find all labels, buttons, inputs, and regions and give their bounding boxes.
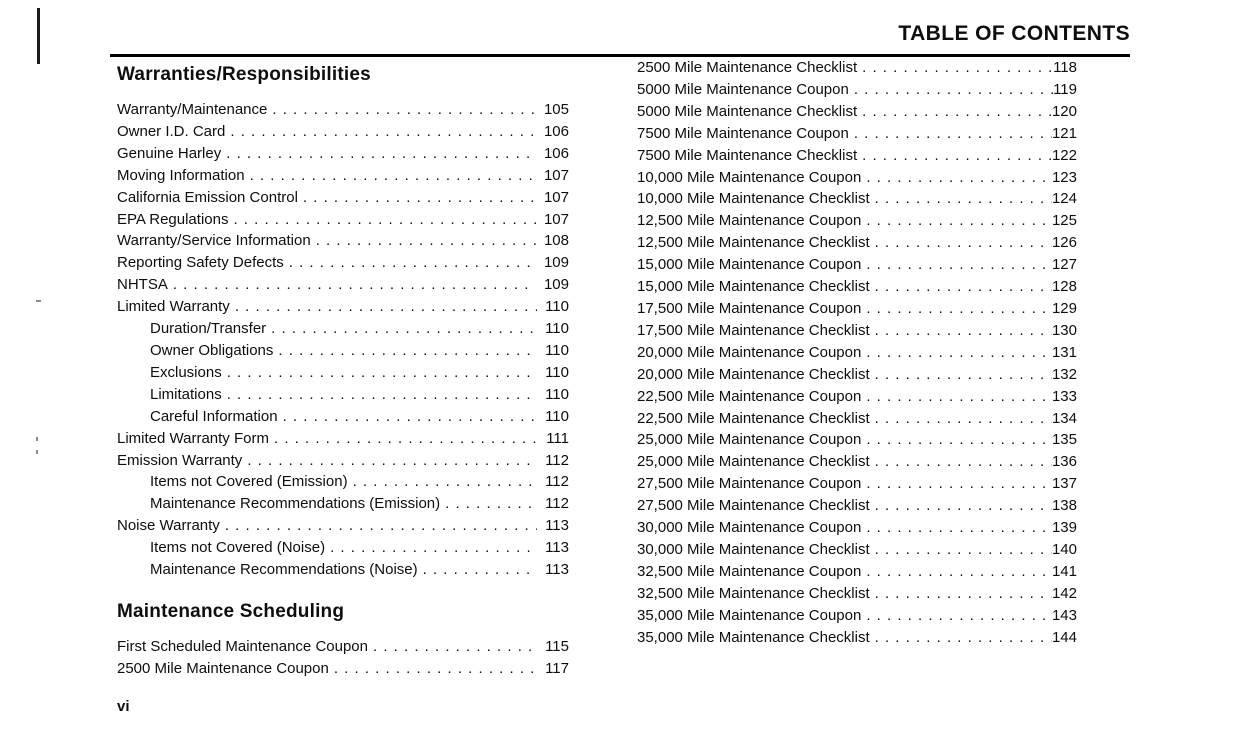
toc-entry-title: 32,500 Mile Maintenance Coupon	[637, 562, 862, 580]
toc-entry-page: 113	[545, 539, 569, 557]
toc-entry-page: 110	[545, 407, 569, 425]
toc-entry-title: Items not Covered (Emission)	[150, 473, 348, 491]
toc-entry-title: Emission Warranty	[117, 451, 243, 469]
toc-entry-page: 129	[1051, 299, 1077, 317]
toc-entry-page: 110	[545, 385, 569, 403]
toc-entry-page: 122	[1051, 146, 1077, 164]
dot-leader	[233, 209, 536, 231]
toc-entry-page: 115	[545, 637, 569, 655]
section-heading: Maintenance Scheduling	[117, 600, 345, 622]
toc-entry	[637, 254, 1077, 276]
toc-entry	[117, 428, 569, 450]
scan-tick	[36, 450, 38, 454]
toc-entry	[117, 384, 569, 406]
toc-entry	[117, 493, 569, 515]
dot-leader	[866, 210, 1052, 232]
toc-entry	[637, 495, 1077, 517]
section-heading: Warranties/Responsibilities	[117, 64, 371, 85]
toc-entry	[637, 473, 1077, 495]
toc-entry-title: Owner I.D. Card	[117, 122, 226, 140]
toc-entry-page: 130	[1051, 321, 1077, 339]
dot-leader	[373, 636, 537, 658]
dot-leader	[173, 274, 536, 296]
toc-entry	[117, 318, 569, 340]
toc-entry	[117, 362, 569, 384]
dot-leader	[875, 627, 1052, 649]
dot-leader	[225, 515, 537, 537]
toc-entry-title: 17,500 Mile Maintenance Checklist	[637, 321, 870, 339]
toc-entry-title: 12,500 Mile Maintenance Checklist	[637, 234, 870, 252]
dot-leader	[875, 364, 1052, 386]
toc-entry	[637, 539, 1077, 561]
toc-entry-title: 2500 Mile Maintenance Coupon	[117, 659, 329, 677]
dot-leader	[866, 386, 1052, 408]
toc-entry	[637, 79, 1077, 101]
toc-entry	[637, 276, 1077, 298]
toc-entry-page: 105	[543, 101, 569, 118]
toc-entry-page: 106	[543, 144, 569, 162]
toc-entry-page: 111	[546, 429, 569, 447]
toc-entry	[637, 210, 1077, 232]
scan-tick	[36, 437, 38, 441]
toc-entry-page: 123	[1051, 168, 1077, 186]
toc-entry	[117, 274, 569, 296]
dot-leader	[875, 188, 1052, 210]
toc-entry-title: Noise Warranty	[117, 517, 220, 535]
toc-entry	[117, 143, 569, 165]
toc-entry	[117, 340, 569, 362]
dot-leader	[250, 165, 536, 187]
dot-leader	[854, 79, 1053, 101]
toc-entry	[117, 636, 569, 658]
toc-entry-title: 7500 Mile Maintenance Coupon	[637, 124, 849, 142]
toc-entry-page: 120	[1051, 102, 1077, 120]
toc-entry	[117, 209, 569, 231]
toc-entry-page: 138	[1051, 497, 1077, 515]
dot-leader	[235, 296, 537, 318]
toc-entry	[637, 342, 1077, 364]
toc-entry-page: 110	[545, 341, 569, 359]
toc-entry-page: 118	[1053, 59, 1077, 76]
toc-entry-title: 10,000 Mile Maintenance Checklist	[637, 190, 870, 208]
left-column	[117, 64, 569, 680]
dot-leader	[875, 408, 1052, 430]
toc-entry	[637, 123, 1077, 145]
toc-entry	[637, 320, 1077, 342]
toc-entry-title: 35,000 Mile Maintenance Coupon	[637, 606, 862, 624]
toc-entry-title: Limitations	[150, 385, 222, 403]
toc-entry	[117, 515, 569, 537]
dot-leader	[854, 123, 1052, 145]
toc-entry-title: Reporting Safety Defects	[117, 254, 284, 272]
dot-leader	[866, 342, 1052, 364]
toc-entry	[637, 145, 1077, 167]
toc-entry-page: 113	[545, 517, 569, 535]
dot-leader	[334, 658, 537, 680]
toc-entry-page: 108	[543, 232, 569, 250]
dot-leader	[875, 232, 1052, 254]
toc-entry-page: 121	[1051, 124, 1077, 142]
toc-entry	[117, 537, 569, 559]
toc-entry-page: 117	[545, 659, 569, 677]
toc-entry	[637, 429, 1077, 451]
toc-entry-page: 133	[1051, 387, 1077, 405]
dot-leader	[866, 429, 1052, 451]
toc-entry-title: 12,500 Mile Maintenance Coupon	[637, 212, 862, 230]
toc-entry-title: 2500 Mile Maintenance Checklist	[637, 59, 858, 76]
toc-entry-title: 27,500 Mile Maintenance Coupon	[637, 475, 862, 493]
page-title: TABLE OF CONTENTS	[898, 22, 1130, 45]
toc-entry-page: 139	[1051, 519, 1077, 537]
toc-entry	[117, 230, 569, 252]
toc-entry-title: 22,500 Mile Maintenance Coupon	[637, 387, 862, 405]
toc-entry-page: 140	[1051, 540, 1077, 558]
toc-entry-page: 112	[545, 495, 569, 513]
dot-leader	[862, 57, 1053, 79]
toc-entry-page: 113	[545, 561, 569, 579]
dot-leader	[866, 254, 1052, 276]
toc-entry-page: 131	[1051, 343, 1077, 361]
toc-entry-page: 137	[1051, 475, 1077, 493]
dot-leader	[875, 539, 1052, 561]
toc-entry-page: 112	[545, 451, 569, 469]
dot-leader	[227, 362, 537, 384]
toc-entry-page: 132	[1051, 365, 1077, 383]
toc-entry-page: 144	[1051, 628, 1077, 646]
toc-entry	[637, 627, 1077, 649]
toc-entry-title: 7500 Mile Maintenance Checklist	[637, 146, 858, 164]
toc-entry	[117, 450, 569, 472]
toc-entry	[117, 252, 569, 274]
dot-leader	[353, 471, 538, 493]
toc-entry-page: 125	[1051, 212, 1077, 230]
toc-entry	[117, 559, 569, 581]
toc-entry-page: 107	[543, 188, 569, 206]
toc-entry-title: 25,000 Mile Maintenance Coupon	[637, 431, 862, 449]
toc-entry	[637, 605, 1077, 627]
toc-entry-page: 110	[545, 363, 569, 381]
dot-leader	[875, 583, 1052, 605]
toc-entry	[637, 451, 1077, 473]
toc-entry-page: 124	[1051, 190, 1077, 208]
toc-entry	[637, 167, 1077, 189]
dot-leader	[445, 493, 537, 515]
dot-leader	[875, 276, 1052, 298]
dot-leader	[875, 451, 1052, 473]
toc-entry-title: NHTSA	[117, 276, 168, 294]
toc-entry	[117, 99, 569, 121]
toc-section	[117, 64, 569, 581]
toc-entry-page: 142	[1051, 584, 1077, 602]
toc-entry	[637, 188, 1077, 210]
toc-entry-title: Items not Covered (Noise)	[150, 539, 326, 557]
toc-entry-title: 17,500 Mile Maintenance Coupon	[637, 299, 862, 317]
toc-entry-page: 109	[543, 276, 569, 294]
dot-leader	[866, 517, 1052, 539]
toc-entry-page: 128	[1051, 278, 1077, 296]
toc-entry-title: 20,000 Mile Maintenance Coupon	[637, 343, 862, 361]
toc-entry	[637, 232, 1077, 254]
toc-entry-title: California Emission Control	[117, 188, 298, 206]
toc-entry-title: Maintenance Recommendations (Noise)	[150, 561, 418, 579]
footer-page-number: vi	[117, 698, 130, 715]
toc-entry-page: 112	[545, 473, 569, 491]
toc-entry-title: 5000 Mile Maintenance Coupon	[637, 80, 849, 98]
toc-entry-title: Careful Information	[150, 407, 278, 425]
toc-entry-title: Owner Obligations	[150, 341, 274, 359]
dot-leader	[862, 145, 1052, 167]
toc-entry-title: First Scheduled Maintenance Coupon	[117, 637, 368, 655]
toc-entry-title: EPA Regulations	[117, 210, 229, 228]
toc-entry-page: 109	[543, 254, 569, 272]
toc-entry	[117, 471, 569, 493]
toc-entry-title: 15,000 Mile Maintenance Coupon	[637, 256, 862, 274]
toc-entry-title: 5000 Mile Maintenance Checklist	[637, 102, 858, 120]
toc-entry-page: 119	[1053, 80, 1077, 98]
dot-leader	[289, 252, 536, 274]
toc-entry-page: 134	[1051, 409, 1077, 427]
dot-leader	[283, 406, 538, 428]
toc-section	[117, 601, 569, 680]
dot-leader	[875, 495, 1052, 517]
toc-entry-page: 110	[545, 320, 569, 338]
toc-entry	[637, 57, 1077, 79]
dot-leader	[274, 428, 538, 450]
toc-entry-title: Moving Information	[117, 166, 245, 184]
dot-leader	[866, 473, 1052, 495]
dot-leader	[278, 340, 537, 362]
toc-entry	[117, 187, 569, 209]
dot-leader	[866, 561, 1052, 583]
dot-leader	[226, 143, 536, 165]
toc-entry-title: 32,500 Mile Maintenance Checklist	[637, 584, 870, 602]
toc-entry-title: Warranty/Service Information	[117, 232, 311, 250]
toc-entry-title: Maintenance Recommendations (Emission)	[150, 495, 441, 513]
toc-entry-title: Limited Warranty Form	[117, 429, 269, 447]
toc-entry	[117, 121, 569, 143]
toc-entry	[637, 386, 1077, 408]
toc-entry-page: 110	[545, 298, 569, 316]
dot-leader	[875, 320, 1052, 342]
toc-entry	[637, 101, 1077, 123]
toc-entry-page: 135	[1051, 431, 1077, 449]
toc-entry-title: 27,500 Mile Maintenance Checklist	[637, 497, 870, 515]
toc-entry	[117, 406, 569, 428]
page-header	[110, 22, 1130, 46]
toc-entry-page: 107	[543, 210, 569, 228]
toc-entry	[637, 561, 1077, 583]
dot-leader	[303, 187, 536, 209]
dot-leader	[271, 318, 537, 340]
toc-entry-title: 22,500 Mile Maintenance Checklist	[637, 409, 870, 427]
toc-entry-title: Genuine Harley	[117, 144, 222, 162]
toc-entry-title: 30,000 Mile Maintenance Checklist	[637, 540, 870, 558]
scan-tick	[36, 300, 41, 302]
toc-entry	[637, 364, 1077, 386]
toc-entry-title: Limited Warranty	[117, 298, 230, 316]
right-column	[637, 57, 1077, 648]
toc-entry-page: 141	[1051, 562, 1077, 580]
toc-entry-title: 25,000 Mile Maintenance Checklist	[637, 453, 870, 471]
toc-entry-title: Duration/Transfer	[150, 320, 267, 338]
dot-leader	[423, 559, 537, 581]
toc-entry-page: 106	[543, 122, 569, 140]
toc-entry-page: 126	[1051, 234, 1077, 252]
dot-leader	[862, 101, 1052, 123]
toc-entry-title: 15,000 Mile Maintenance Checklist	[637, 278, 870, 296]
toc-entry	[637, 583, 1077, 605]
binding-mark	[37, 8, 40, 64]
dot-leader	[272, 99, 536, 121]
toc-entry-page: 107	[543, 166, 569, 184]
dot-leader	[866, 167, 1052, 189]
toc-entry	[637, 517, 1077, 539]
page-footer	[117, 698, 130, 715]
toc-entry-title: 35,000 Mile Maintenance Checklist	[637, 628, 870, 646]
dot-leader	[316, 230, 536, 252]
toc-entry-title: Warranty/Maintenance	[117, 101, 268, 118]
dot-leader	[866, 605, 1052, 627]
toc-entry-page: 127	[1051, 256, 1077, 274]
toc-entry-title: 30,000 Mile Maintenance Coupon	[637, 519, 862, 537]
toc-entry-title: Exclusions	[150, 363, 222, 381]
dot-leader	[230, 121, 536, 143]
toc-entry	[637, 408, 1077, 430]
toc-entry-page: 143	[1051, 606, 1077, 624]
dot-leader	[330, 537, 537, 559]
toc-entry	[117, 165, 569, 187]
toc-entry-title: 20,000 Mile Maintenance Checklist	[637, 365, 870, 383]
dot-leader	[247, 450, 537, 472]
toc-entry-page: 136	[1051, 453, 1077, 471]
toc-entry	[117, 296, 569, 318]
toc-entry-title: 10,000 Mile Maintenance Coupon	[637, 168, 862, 186]
toc-entry	[117, 658, 569, 680]
toc-entry	[637, 298, 1077, 320]
dot-leader	[227, 384, 537, 406]
dot-leader	[866, 298, 1052, 320]
